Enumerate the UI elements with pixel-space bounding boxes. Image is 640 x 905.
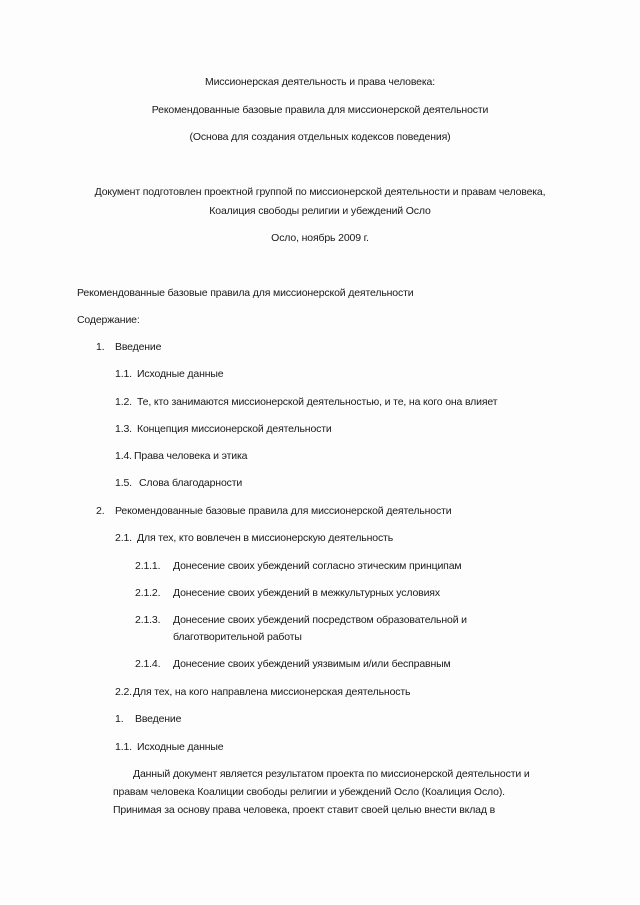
toc-item-text: Концепция миссионерской деятельности — [137, 423, 332, 435]
prepared-by-line-2: Коалиция свободы религии и убеждений Осло — [209, 205, 431, 217]
toc-item-text: благотворительной работы — [173, 631, 302, 643]
toc-item-number: 1.3. — [115, 423, 132, 435]
prepared-by-line-1: Документ подготовлен проектной группой по миссионерской деятельности и правам человека, — [94, 186, 546, 198]
toc-item-number: 2.1.1. — [135, 560, 161, 572]
section-heading: Рекомендованные базовые правила для миссионерской деятельности — [77, 287, 414, 299]
toc-item-text: Введение — [115, 341, 162, 353]
paragraph-line: правам человека Коалиции свободы религии и убеждений Осло (Коалиция Осло). — [113, 786, 505, 798]
subsection-title: Исходные данные — [137, 741, 224, 753]
toc-item-number: 2. — [96, 505, 105, 517]
toc-item-number: 1.5. — [115, 477, 132, 489]
contents-label: Содержание: — [77, 314, 140, 326]
section-number: 1. — [115, 713, 124, 725]
toc-item-number: 2.1.4. — [135, 658, 161, 670]
section-title: Введение — [135, 713, 182, 725]
toc-item-number: 2.1.3. — [135, 614, 161, 626]
toc-item-number: 2.1.2. — [135, 587, 161, 599]
body-paragraph — [113, 765, 573, 819]
toc-item-text: Права человека и этика — [134, 450, 248, 462]
toc-item-text: Рекомендованные базовые правила для миссионерской деятельности — [115, 505, 452, 517]
toc-item-number: 1.2. — [115, 396, 132, 408]
document-title: Миссионерская деятельность и права человека: — [204, 76, 436, 88]
paragraph-line: Данный документ является результатом проекта по миссионерской деятельности и — [133, 768, 530, 780]
document-note: (Основа для создания отдельных кодексов поведения) — [189, 131, 451, 143]
toc-item-text: Донесение своих убеждений согласно этическим принципам — [173, 560, 462, 572]
toc-item-text: Те, кто занимаются миссионерской деятельностью, и те, на кого она влияет — [137, 396, 498, 408]
toc-item-number: 1.1. — [115, 368, 132, 380]
toc-item-number: 1.4. — [115, 450, 132, 462]
toc-item-text: Для тех, на кого направлена миссионерская деятельность — [133, 686, 411, 698]
toc-item-text: Для тех, кто вовлечен в миссионерскую деятельность — [137, 532, 394, 544]
toc-item-text: Слова благодарности — [139, 477, 243, 489]
toc-item-text: Донесение своих убеждений посредством образовательной и — [173, 614, 467, 626]
paragraph-line: Принимая за основу права человека, проект ставит своей целью внести вклад в — [113, 804, 496, 816]
place-date: Осло, ноябрь 2009 г. — [271, 232, 369, 244]
toc-item-text: Донесение своих убеждений уязвимым и/или бесправным — [173, 658, 451, 670]
subsection-number: 1.1. — [115, 741, 132, 753]
toc-item-text: Исходные данные — [137, 368, 224, 380]
toc-item-number: 2.2. — [115, 686, 132, 698]
toc-item-text: Донесение своих убеждений в межкультурных условиях — [173, 587, 440, 599]
toc-item-number: 2.1. — [115, 532, 132, 544]
toc-item-number: 1. — [96, 341, 105, 353]
document-subtitle: Рекомендованные базовые правила для миссионерской деятельности — [151, 104, 489, 116]
